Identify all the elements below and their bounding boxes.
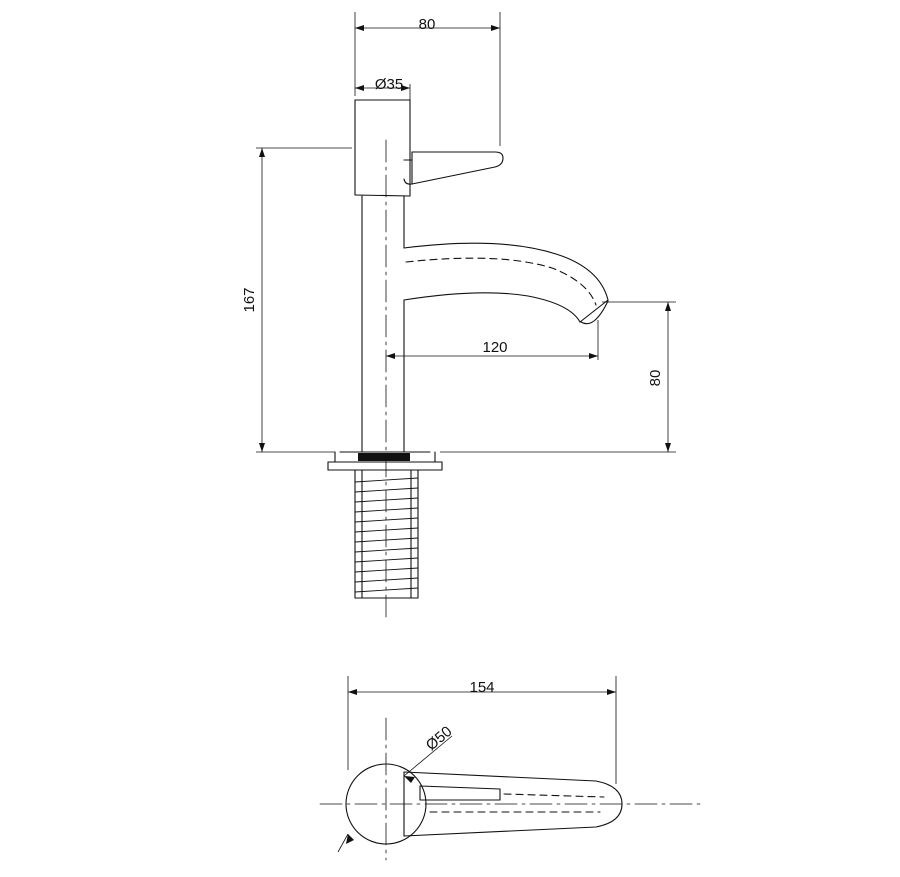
dim-text-height: 167 (241, 287, 258, 313)
arrow-120-left (386, 353, 395, 359)
arrow-120-right (589, 353, 598, 359)
spout-lower-curve (404, 293, 580, 322)
side-elevation-view (328, 100, 608, 618)
arrow-dia35-left (355, 85, 364, 91)
spout-tip (580, 300, 608, 322)
dim-text-base-dia: Ø50 (422, 722, 456, 755)
arrow-80-left (355, 25, 364, 31)
plan-hidden-line-2 (504, 794, 604, 797)
arrow-154-left (348, 689, 357, 695)
arrow-dia50 (404, 776, 415, 783)
handle-collar-bottom (355, 195, 410, 196)
flange-lower (328, 462, 442, 470)
plan-lever-slot (420, 786, 500, 800)
arrow-154-right (607, 689, 616, 695)
arrow-167-top (259, 148, 265, 157)
gasket-band (358, 453, 410, 461)
arrow-167-bottom (259, 443, 265, 452)
dim-text-spout-height: 80 (647, 369, 664, 387)
thread-hatch (355, 478, 418, 592)
dim-text-overall-length: 154 (469, 679, 495, 696)
arrow-80b-bottom (665, 443, 671, 452)
arrow-80-right (491, 25, 500, 31)
side-view-dimensions (256, 12, 676, 452)
dim-text-width-top: 80 (418, 16, 436, 33)
dim-text-reach: 120 (482, 339, 508, 356)
spout-upper-curve (404, 243, 608, 300)
dim-text-spout-dia: Ø35 (374, 76, 404, 93)
arrow-80b-top (665, 302, 671, 311)
lever-handle (404, 152, 503, 184)
spout-hidden-line (406, 258, 596, 305)
top-plan-view (320, 718, 700, 860)
spout-tip-face (581, 301, 608, 324)
